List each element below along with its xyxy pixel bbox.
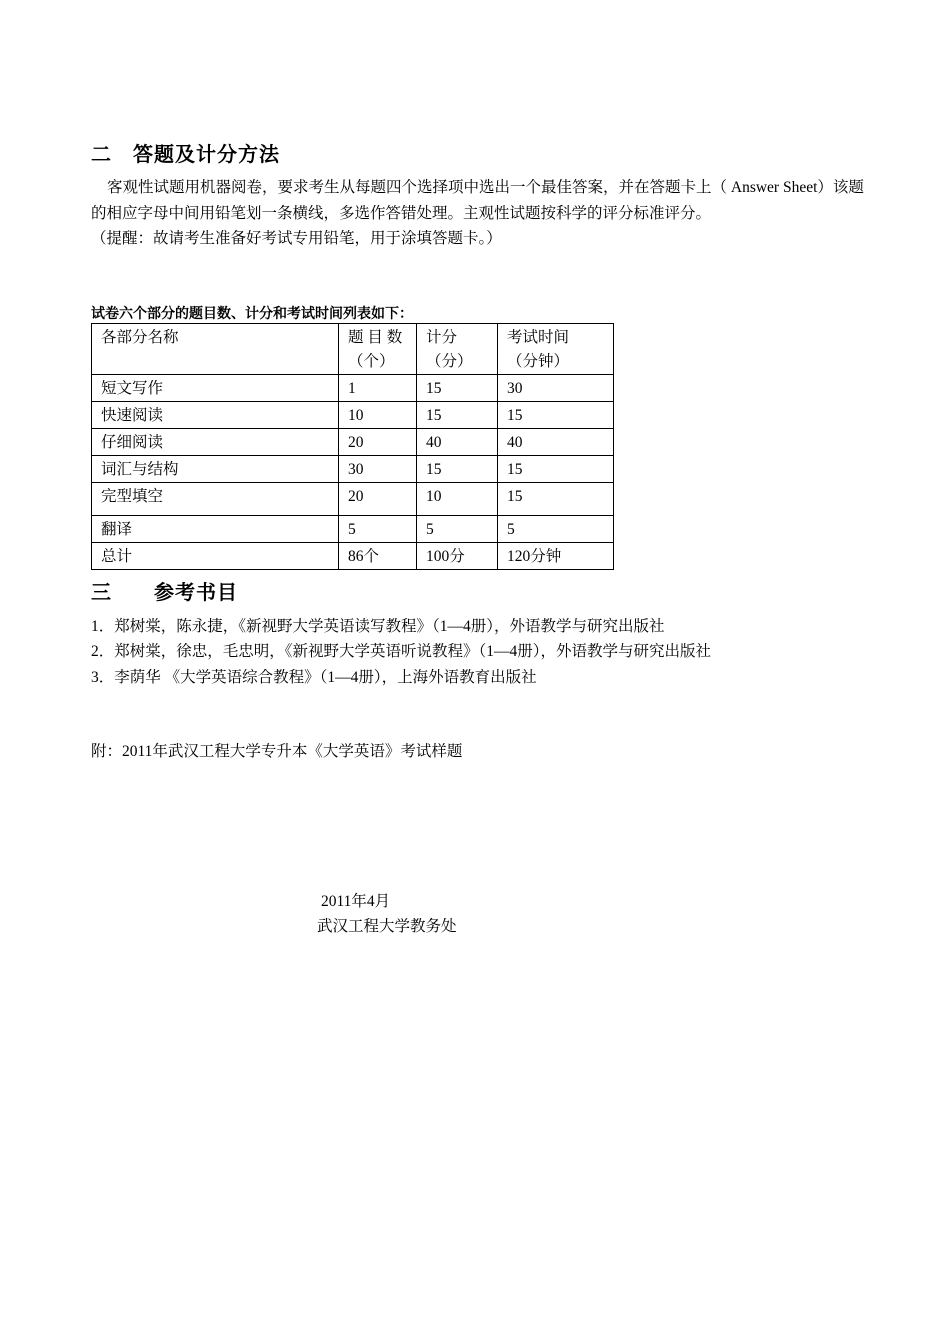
cell-count: 5 (339, 516, 417, 543)
cell-score: 5 (417, 516, 498, 543)
cell-time: 15 (498, 456, 614, 483)
cell-count: 30 (339, 456, 417, 483)
cell-score: 15 (417, 375, 498, 402)
reference-item-3: 3．李荫华 《大学英语综合教程》（1—4册），上海外语教育出版社 (91, 669, 537, 686)
cell-count: 20 (339, 429, 417, 456)
section-3-heading: 三 参考书目 (91, 580, 238, 604)
cell-part-name: 翻译 (92, 516, 339, 543)
reference-item-1: 1．郑树棠，陈永捷，《新视野大学英语读写教程》（1—4册），外语教学与研究出版社 (91, 618, 665, 635)
cell-score: 15 (417, 402, 498, 429)
table-row (92, 429, 614, 456)
section-2-heading: 二 答题及计分方法 (91, 142, 280, 166)
cell-count: 1 (339, 375, 417, 402)
table-caption: 试卷六个部分的题目数、计分和考试时间列表如下： (91, 306, 413, 322)
cell-time: 30 (498, 375, 614, 402)
cell-count: 20 (339, 483, 417, 516)
exam-structure-table (91, 323, 614, 570)
table-row (92, 516, 614, 543)
cell-time: 5 (498, 516, 614, 543)
table-row (92, 483, 614, 516)
cell-count: 86个 (339, 543, 417, 570)
cell-score: 100分 (417, 543, 498, 570)
header-score: 计分 （分） (417, 324, 498, 375)
cell-part-name: 总计 (92, 543, 339, 570)
cell-part-name: 完型填空 (92, 483, 339, 516)
reminder-text: （提醒：故请考生准备好考试专用铅笔，用于涂填答题卡。） (91, 230, 502, 247)
header-part-name: 各部分名称 (92, 324, 339, 375)
cell-count: 10 (339, 402, 417, 429)
table-header-row (92, 324, 614, 375)
reference-item-2: 2．郑树棠，徐忠，毛忠明，《新视野大学英语听说教程》（1—4册），外语教学与研究出版社 (91, 643, 712, 660)
table-row (92, 375, 614, 402)
scoring-method-text: 客观性试题用机器阅卷，要求考生从每题四个选择项中选出一个最佳答案，并在答题卡上（ Answer Sheet）该题的相应字母中间用铅笔划一条横线，多选作答错处理。主观性试题按科学的评分标准评分。 (91, 179, 864, 222)
cell-score: 15 (417, 456, 498, 483)
header-time: 考试时间 （分钟） (498, 324, 614, 375)
scoring-method-paragraph (91, 175, 866, 252)
table-row (92, 456, 614, 483)
cell-time: 15 (498, 483, 614, 516)
cell-time: 15 (498, 402, 614, 429)
cell-part-name: 词汇与结构 (92, 456, 339, 483)
cell-time: 40 (498, 429, 614, 456)
header-question-count: 题 目 数 （个） (339, 324, 417, 375)
table-row (92, 402, 614, 429)
table-total-row (92, 543, 614, 570)
footer-org: 武汉工程大学教务处 (317, 918, 457, 935)
cell-score: 10 (417, 483, 498, 516)
cell-time: 120分钟 (498, 543, 614, 570)
cell-part-name: 快速阅读 (92, 402, 339, 429)
cell-part-name: 仔细阅读 (92, 429, 339, 456)
cell-part-name: 短文写作 (92, 375, 339, 402)
footer-date: 2011年4月 (321, 893, 391, 910)
cell-score: 40 (417, 429, 498, 456)
appendix-note: 附：2011年武汉工程大学专升本《大学英语》考试样题 (91, 743, 463, 760)
